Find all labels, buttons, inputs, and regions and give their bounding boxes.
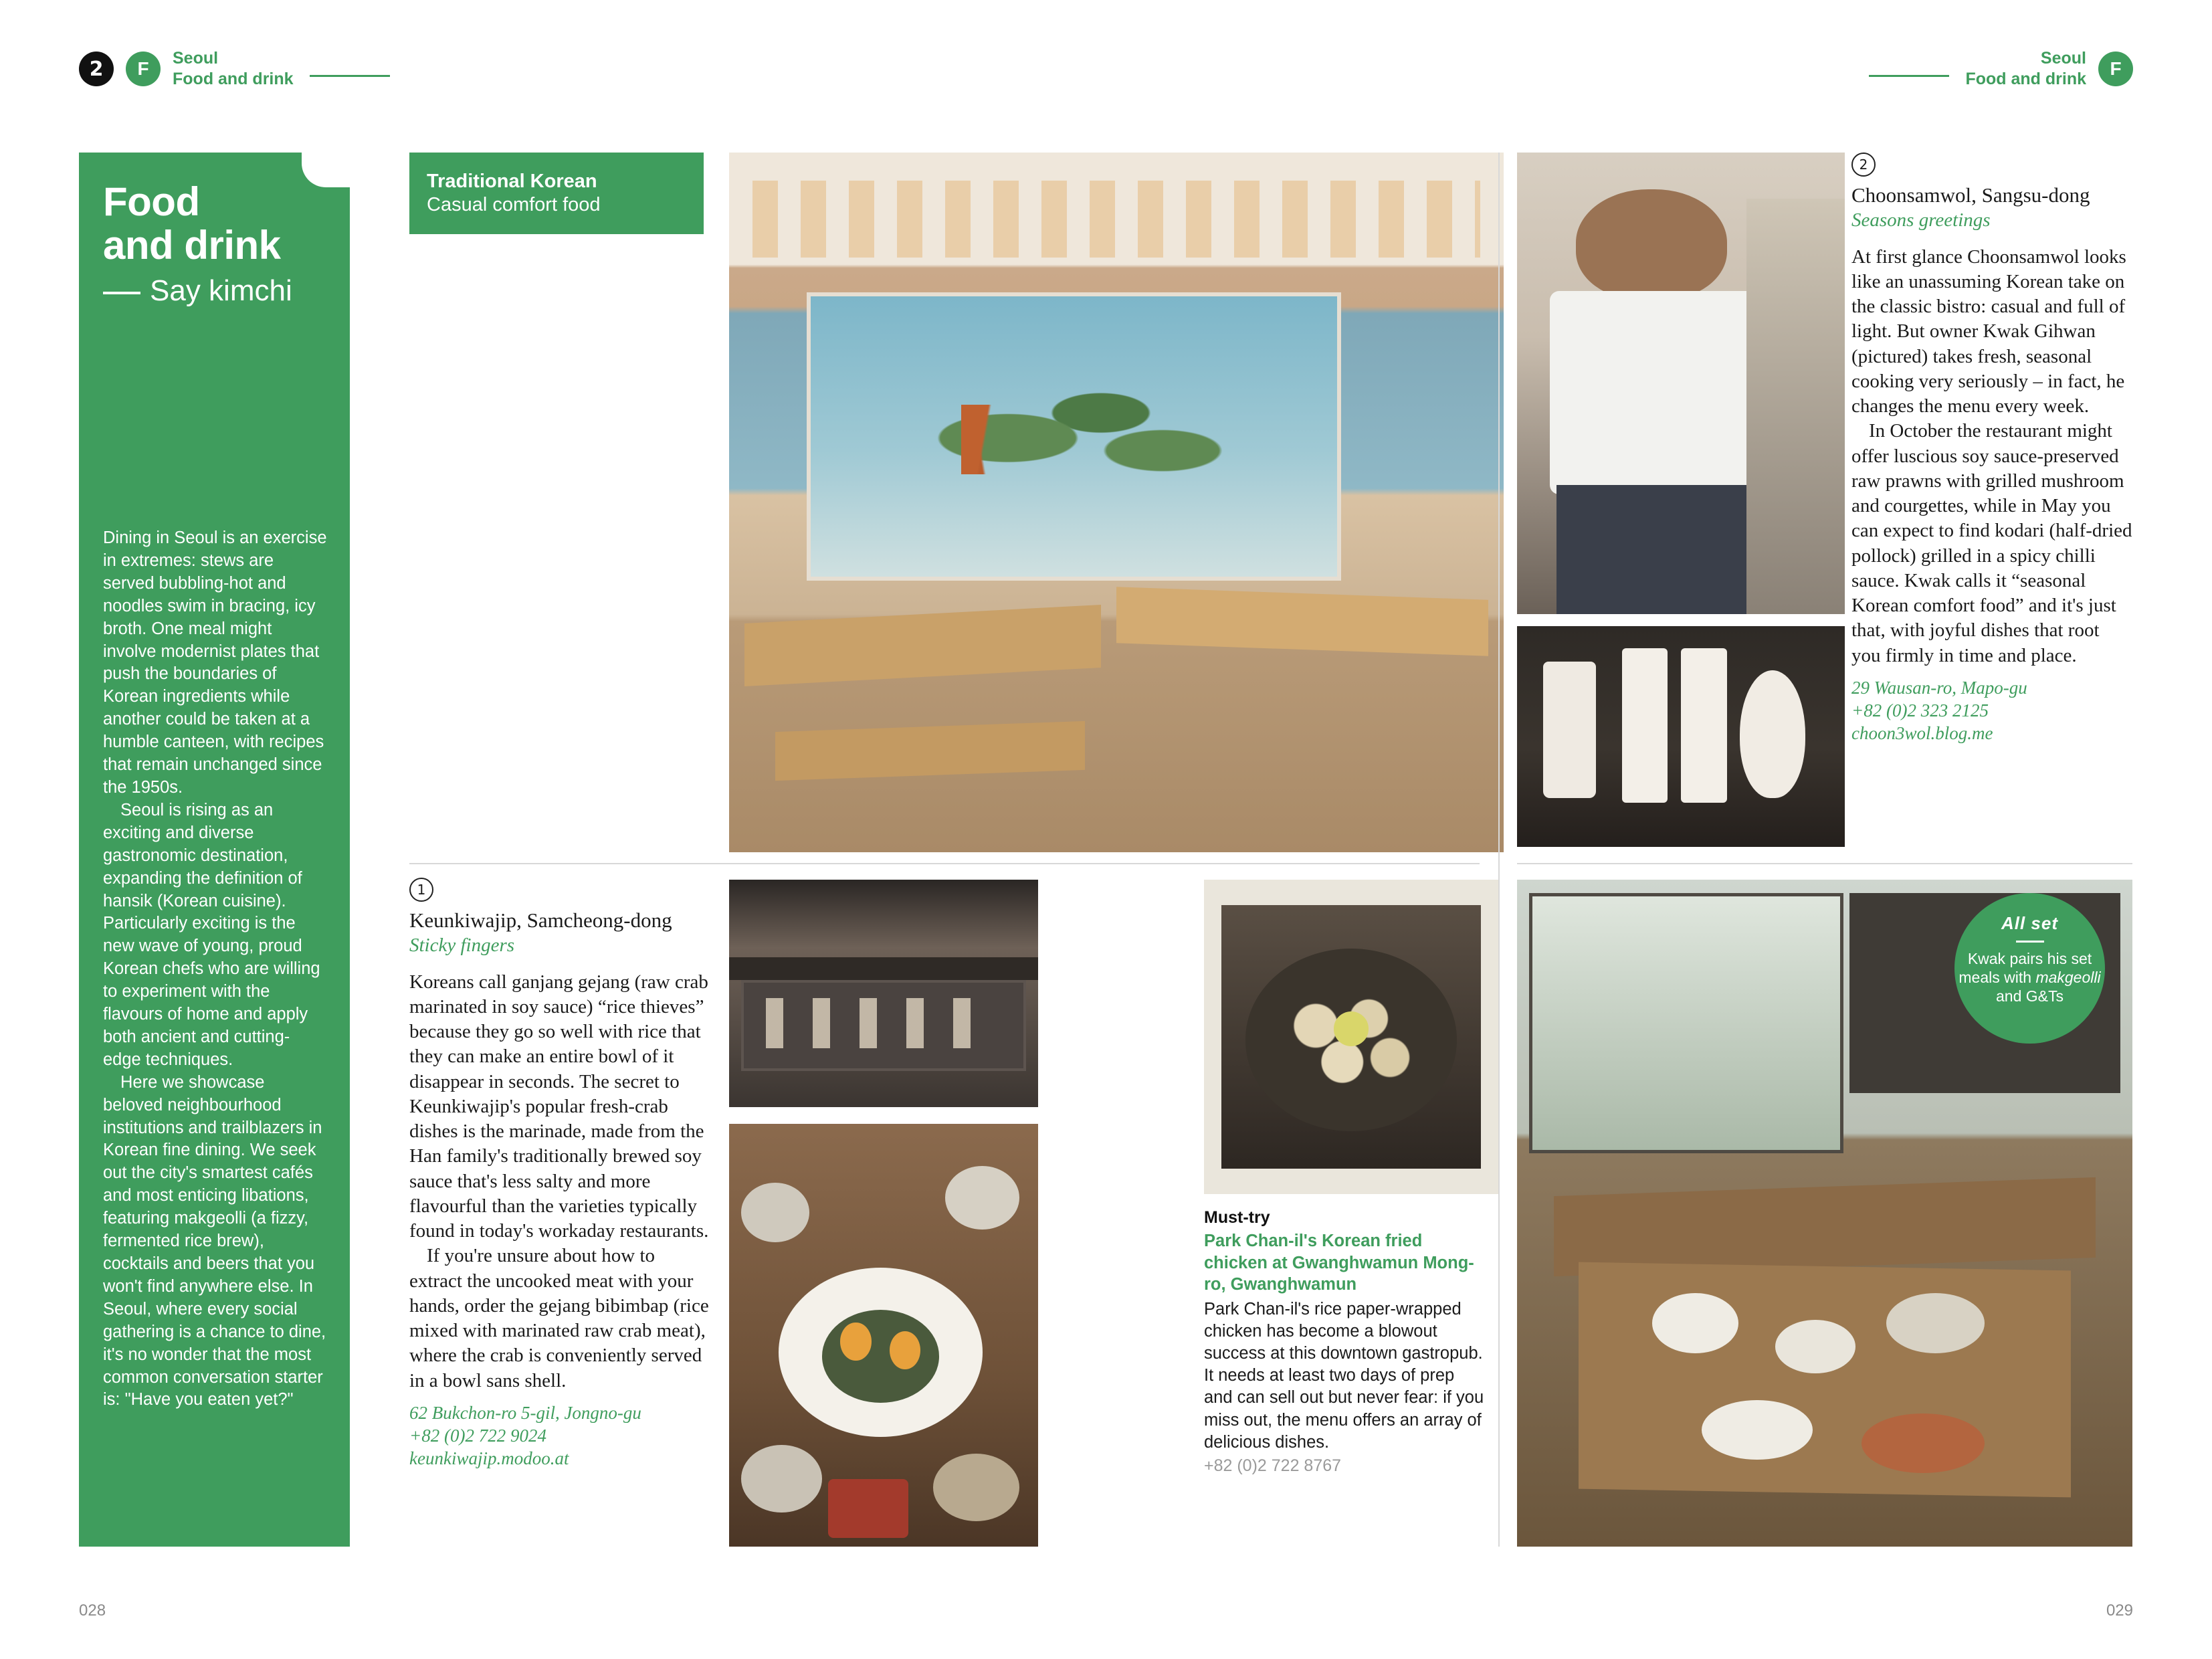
roundel-body-italic: makgeolli bbox=[2035, 969, 2101, 987]
column-divider-horizontal-left bbox=[409, 863, 1480, 864]
intro-panel bbox=[79, 153, 350, 1547]
category-tag-line1: Traditional Korean bbox=[427, 171, 597, 192]
entry-title-2: Choonsamwol, Sangsu-dong bbox=[1851, 183, 2090, 207]
running-head-left-text bbox=[173, 48, 294, 90]
image-restaurant-interior-mural bbox=[729, 153, 1504, 852]
running-head-right-text bbox=[1965, 48, 2086, 90]
running-head-left-line2: Food and drink bbox=[173, 70, 294, 88]
column-divider-vertical bbox=[1498, 153, 1500, 1547]
entry-standfirst-1: Sticky fingers bbox=[409, 934, 515, 956]
all-set-roundel bbox=[1954, 893, 2105, 1044]
must-try-body: Park Chan-il's rice paper-wrapped chicken has become a blowout success at this downtown gastropub. It needs at least two days of prep and can sell out but never fear: if you miss out, the menu offers an array of delicious dishes. bbox=[1204, 1299, 1484, 1452]
running-head-right-line1: Seoul bbox=[2040, 49, 2086, 68]
entry-standfirst-2: Seasons greetings bbox=[1851, 209, 1991, 231]
intro-paragraph-3: Here we showcase beloved neighbourhood institutions and trailblazers in Korean fine dining. We seek out the city's smartest cafés and most enticing libations, featuring makgeolli (a fizzy, fermented rice brew), cocktails and beers that you won't find anywhere else. In Seoul, where every social gathering is a chance to dine, it's no wonder that the most common conversation starter is: "Have you eaten yet?" bbox=[103, 1072, 326, 1409]
page-title-line1: Food bbox=[103, 179, 200, 224]
entry-1-address: 62 Bukchon-ro 5-gil, Jongno-gu bbox=[409, 1402, 641, 1423]
entry-number-2: 2 bbox=[1851, 153, 1876, 177]
section-letter-badge: F bbox=[126, 52, 161, 86]
entry-title-1: Keunkiwajip, Samcheong-dong bbox=[409, 908, 672, 932]
running-head-left-line1: Seoul bbox=[173, 49, 219, 68]
page-subtitle bbox=[103, 274, 326, 308]
entry-body-2 bbox=[1851, 245, 2132, 668]
entry-contact-1 bbox=[409, 1401, 710, 1470]
entry-1-phone: +82 (0)2 722 9024 bbox=[409, 1426, 546, 1446]
entry-2-phone: +82 (0)2 323 2125 bbox=[1851, 700, 1989, 721]
roundel-dash bbox=[2016, 941, 2044, 943]
entry-body-1 bbox=[409, 970, 710, 1393]
page-title-line2: and drink bbox=[103, 222, 281, 268]
entry-keunkiwajip bbox=[409, 878, 710, 1470]
must-try-label: Must-try bbox=[1204, 1208, 1270, 1227]
page-title bbox=[103, 181, 326, 268]
image-ceramic-bottles-shelf bbox=[1517, 626, 1845, 847]
roundel-title: All set bbox=[2001, 913, 2059, 933]
entry-2-address: 29 Wausan-ro, Mapo-gu bbox=[1851, 677, 2027, 698]
image-hanok-signboard bbox=[729, 880, 1038, 1107]
roundel-body-after: and G&Ts bbox=[1996, 987, 2064, 1005]
running-head-right bbox=[1869, 48, 2133, 90]
running-head-left bbox=[79, 48, 390, 90]
page-subtitle-text: Say kimchi bbox=[150, 274, 292, 307]
entry-2-paragraph-1: At first glance Choonsamwol looks like an unassuming Korean take on the classic bistro: casual and full of light. But owner Kwak Gihwan (pictured) takes fresh, seasonal cooking very seriously – in fact, he changes the menu every week. bbox=[1851, 246, 2126, 417]
entry-1-website[interactable]: keunkiwajip.modoo.at bbox=[409, 1448, 569, 1469]
entry-choonsamwol bbox=[1851, 153, 2132, 745]
roundel-body bbox=[1954, 949, 2105, 1005]
category-tag bbox=[409, 153, 704, 234]
roundel-body-before: Kwak pairs his set meals with bbox=[1958, 950, 2092, 987]
must-try-box bbox=[1204, 1208, 1485, 1476]
intro-paragraph-2: Seoul is rising as an exciting and diverse gastronomic destination, expanding the definition of hansik (Korean cuisine). Particularly exciting is the new wave of young, proud Korean chefs who are willing to experiment with the flavours of home and apply both ancient and cutting-edge techniques. bbox=[103, 800, 320, 1069]
entry-number-1: 1 bbox=[409, 878, 433, 902]
image-fried-chicken-platter bbox=[1204, 880, 1498, 1194]
entry-1-paragraph-1: Koreans call ganjang gejang (raw crab marinated in soy sauce) “rice thieves” because they go so well with rice that they can make an entire bowl of it disappear in seconds. The secret to Keunkiwajip's popular fresh-crab dishes is the marinade, made from the Han family's traditionally brewed soy sauce that's less salty and more flavourful than the varieties typically found in today's workaday restaurants. bbox=[409, 971, 709, 1242]
running-head-rule-right bbox=[1869, 75, 1949, 77]
column-divider-horizontal-right bbox=[1517, 863, 2132, 864]
folio-left: 028 bbox=[79, 1601, 106, 1620]
section-number-badge: 2 bbox=[79, 52, 114, 86]
category-tag-line2: Casual comfort food bbox=[427, 193, 601, 215]
intro-paragraph-1: Dining in Seoul is an exercise in extremes: stews are served bubbling-hot and noodles swim in bracing, icy broth. One meal might involve modernist plates that push the boundaries of Korean ingredients while another could be taken at a humble canteen, with recipes that remain unchanged since the 1950s. bbox=[103, 528, 327, 797]
running-head-rule-left bbox=[310, 75, 390, 77]
subtitle-dash bbox=[103, 292, 140, 294]
image-crab-banchan-table bbox=[729, 1124, 1038, 1547]
entry-1-paragraph-2: If you're unsure about how to extract the uncooked meat with your hands, order the gejang bibimbap (rice mixed with marinated raw crab meat), where the crab is conveniently served in a bowl sans shell. bbox=[409, 1245, 709, 1391]
entry-2-paragraph-2: In October the restaurant might offer luscious soy sauce-preserved raw prawns with grilled mushroom and courgettes, while in May you can expect to find kodari (half-dried pollock) grilled in a spicy chilli sauce. Kwak calls it “seasonal Korean comfort food” and it's just that, with joyful dishes that root you firmly in time and place. bbox=[1851, 420, 2132, 666]
section-letter-badge-right: F bbox=[2098, 52, 2133, 86]
intro-body bbox=[103, 527, 327, 1411]
entry-contact-2 bbox=[1851, 676, 2132, 745]
image-owner-portrait bbox=[1517, 153, 1845, 614]
folio-right: 029 bbox=[2106, 1601, 2133, 1620]
must-try-headline: Park Chan-il's Korean fried chicken at Gwanghwamun Mong-ro, Gwanghwamun bbox=[1204, 1232, 1474, 1294]
must-try-phone: +82 (0)2 722 8767 bbox=[1204, 1456, 1342, 1475]
entry-2-website[interactable]: choon3wol.blog.me bbox=[1851, 723, 1993, 744]
running-head-right-line2: Food and drink bbox=[1965, 70, 2086, 88]
